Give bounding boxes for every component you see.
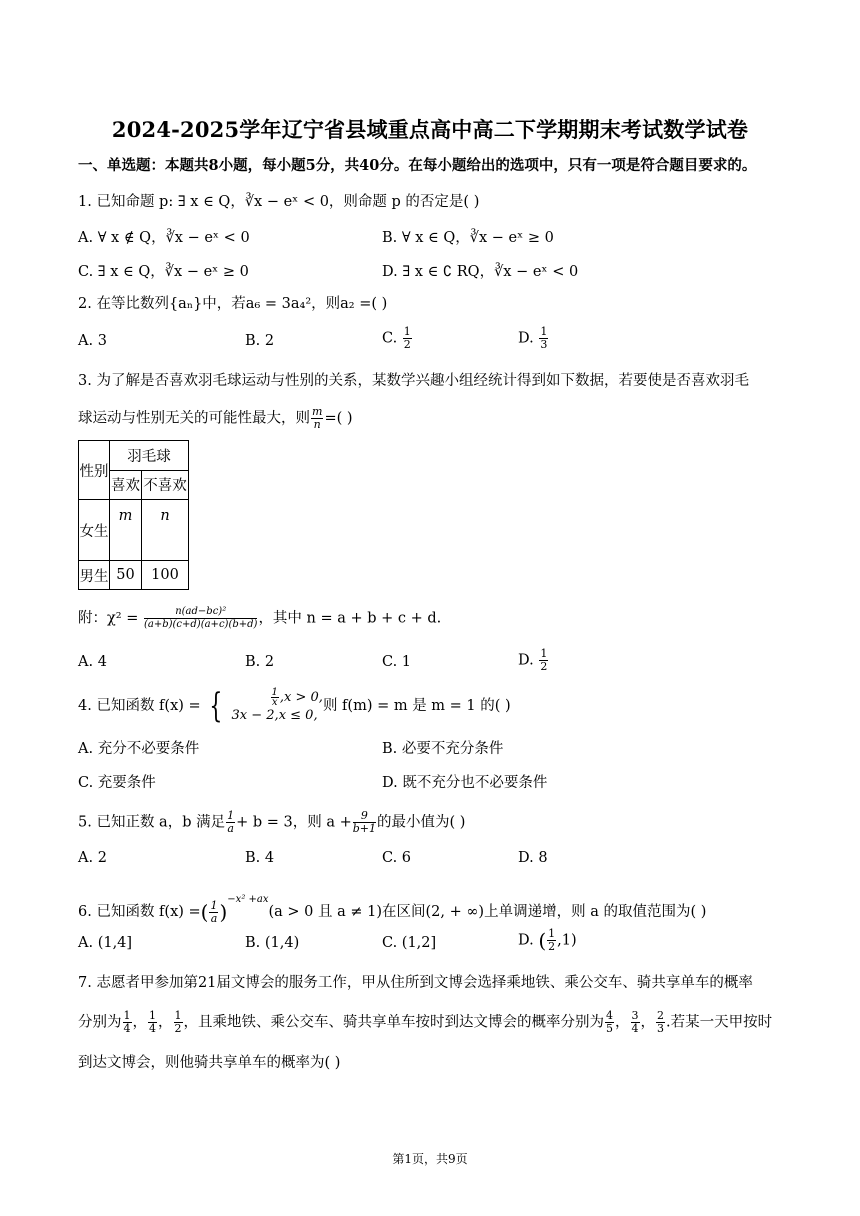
page-title: 2024-2025学年辽宁省县域重点高中高二下学期期末考试数学试卷: [111, 117, 749, 142]
chi-square-fraction: $\frac{\text{n(ad−bc)²}}{(a+b)(c+d)(a+c)(b+d)}$: [143, 606, 258, 630]
q7-stem-line2: 分别为 $\frac{1}{4}$ ， $\frac{1}{4}$ ， $\frac{1}{2}$ ，且乘地铁、乘公交车、骑共享单车按时到达文博会的概率分别为 $\frac{4}{5}$ ， $\frac{3}{4}$ ， $\frac{2}{3}$ .若某一天甲按时: [78, 1009, 773, 1035]
table-row-female-label: 女生: [79, 500, 110, 561]
q3-data-table: [78, 440, 189, 590]
table-header-gender: 性别: [79, 441, 110, 500]
q1-option-a: A. ∀ x ∉ Q，∛x − eˣ < 0: [78, 230, 250, 246]
q4-option-b: B. 必要不充分条件: [382, 741, 504, 757]
q5-option-d: D. 8: [518, 850, 548, 866]
q1-option-c: C. ∃ x ∈ Q，∛x − eˣ ≥ 0: [78, 264, 249, 280]
q2-option-c-fraction: $\frac{1}{2}$: [403, 325, 411, 351]
q5-fraction-2: $\frac{9}{b+1}$: [352, 809, 377, 835]
page-footer: 第1页，共9页: [392, 1152, 468, 1166]
q5-option-b: B. 4: [245, 850, 275, 866]
q7-ontime-bike: $\frac{2}{3}$: [657, 1009, 664, 1035]
table-cell-female-like: m: [110, 500, 142, 561]
q6-stem: 6. 已知函数 f(x) =( $\frac{1}{a}$ )$^{-x^2 +ax}$(a > 0 且 a ≠ 1)在区间(2, + ∞)上单调递增，则 a 的取值范围为( ): [78, 894, 707, 925]
q4-stem: 4. 已知函数 f(x) = { $\frac{1}{x}$ ,x > 0, 3x − 2,x ≤ 0, 则 f(m) = m 是 m = 1 的( ): [78, 686, 511, 726]
q6-option-d-fraction: $\frac{1}{2}$: [548, 927, 556, 953]
q3-stem-line2: 球运动与性别无关的可能性最大，则 $\frac{m}{n}$ =( ): [78, 405, 353, 431]
q3-ratio-fraction: $\frac{m}{n}$: [312, 405, 323, 431]
q6-option-d: D. ( $\frac{1}{2}$ ,1): [518, 927, 577, 953]
q1-option-b: B. ∀ x ∈ Q，∛x − eˣ ≥ 0: [382, 230, 554, 246]
q3-option-a: A. 4: [78, 654, 107, 670]
q3-option-b: B. 2: [245, 654, 275, 670]
q4-option-c: C. 充要条件: [78, 775, 156, 791]
q6-option-c: C. (1,2]: [382, 935, 437, 951]
q6-option-a: A. (1,4]: [78, 935, 133, 951]
q6-option-b: B. (1,4): [245, 935, 300, 951]
q3-option-c: C. 1: [382, 654, 412, 670]
q4-option-d: D. 既不充分也不必要条件: [382, 775, 548, 791]
q2-option-c-label: C.: [382, 330, 398, 347]
q3-stem-line1: 3. 为了解是否喜欢羽毛球运动与性别的关系，某数学兴趣小组经统计得到如下数据，若要使是否喜欢羽毛: [78, 373, 749, 389]
q5-fraction-1: $\frac{1}{a}$: [227, 809, 235, 835]
section-heading: 一、单选题：本题共8小题，每小题5分，共40分。在每小题给出的选项中，只有一项是符合题目要求的。: [78, 157, 757, 174]
q6-base-fraction: $\frac{1}{a}$: [210, 898, 218, 925]
table-header-badminton: 羽毛球: [110, 441, 189, 471]
q2-option-d: [518, 326, 549, 351]
table-header-dislike: 不喜欢: [142, 470, 189, 500]
q1-stem: 1. 已知命题 p: ∃ x ∈ Q，∛x − eˣ < 0，则命题 p 的否定是( ): [78, 194, 480, 210]
q3-option-d: D. $\frac{1}{2}$: [518, 647, 548, 673]
q7-prob-metro: $\frac{1}{4}$: [123, 1009, 131, 1035]
q2-option-d-fraction: $\frac{1}{3}$: [540, 325, 548, 351]
q2-option-c: [382, 326, 413, 351]
q2-option-d-label: D.: [518, 330, 534, 347]
table-cell-male-dislike: 100: [142, 561, 189, 590]
table-cell-male-like: 50: [110, 561, 142, 590]
q2-option-a: A. 3: [78, 333, 107, 349]
piecewise-brace: {: [209, 686, 223, 726]
q1-option-d: D. ∃ x ∈ ∁ RQ，∛x − eˣ < 0: [382, 264, 579, 280]
q7-stem-line1: 7. 志愿者甲参加第21届文博会的服务工作，甲从住所到文博会选择乘地铁、乘公交车、骑共享单车的概率: [78, 975, 753, 991]
q6-exponent: −x² +ax: [227, 894, 269, 905]
piecewise-cases: $\frac{1}{x}$ ,x > 0, 3x − 2,x ≤ 0,: [231, 687, 323, 723]
q5-stem: 5. 已知正数 a，b 满足 $\frac{1}{a}$ + b = 3，则 a + $\frac{9}{b+1}$ 的最小值为( ): [78, 809, 466, 835]
q2-option-b: B. 2: [245, 333, 275, 349]
q7-stem-line3: 到达文博会，则他骑共享单车的概率为( ): [78, 1055, 341, 1071]
q7-ontime-bus: $\frac{3}{4}$: [631, 1009, 639, 1035]
q7-prob-bike: $\frac{1}{2}$: [174, 1009, 182, 1035]
q3-formula: 附：χ² = $\frac{\text{n(ad−bc)²}}{(a+b)(c+d)(a+c)(b+d)}$ ，其中 n = a + b + c + d.: [78, 606, 442, 630]
q5-option-a: A. 2: [78, 850, 107, 866]
q7-ontime-metro: $\frac{4}{5}$: [606, 1009, 613, 1035]
q7-prob-bus: $\frac{1}{4}$: [149, 1009, 156, 1035]
table-row-male-label: 男生: [79, 561, 110, 590]
q2-stem: 2. 在等比数列{aₙ}中，若a₆ = 3a₄²，则a₂ =( ): [78, 296, 388, 312]
q3-option-d-fraction: $\frac{1}{2}$: [540, 647, 548, 673]
q5-option-c: C. 6: [382, 850, 412, 866]
table-header-like: 喜欢: [110, 470, 142, 500]
q4-option-a: A. 充分不必要条件: [78, 741, 200, 757]
table-cell-female-dislike: n: [142, 500, 189, 561]
